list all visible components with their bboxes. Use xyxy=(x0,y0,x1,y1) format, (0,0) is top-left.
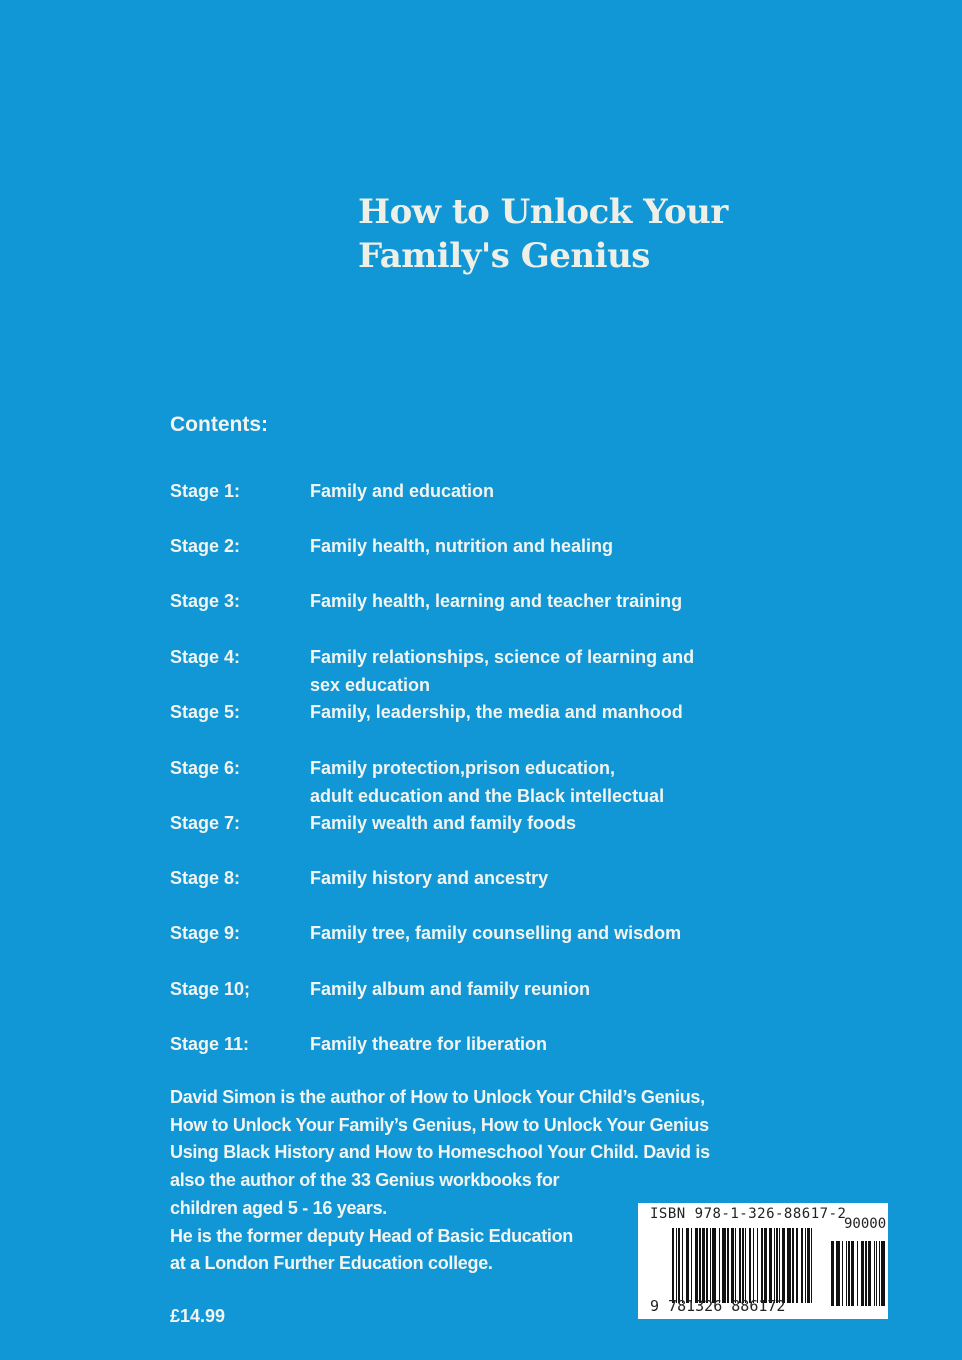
stage-description-line: Family wealth and family foods xyxy=(310,813,577,833)
barcode-bar xyxy=(749,1228,751,1303)
barcode-bar xyxy=(846,1241,847,1306)
barcode-bar xyxy=(782,1228,785,1303)
stage-label: Stage 6: xyxy=(170,758,241,778)
barcode-bar xyxy=(779,1228,780,1303)
barcode-bar xyxy=(787,1228,791,1303)
barcode-bar xyxy=(865,1241,867,1306)
barcode-bar xyxy=(753,1228,754,1303)
barcode-bar xyxy=(842,1241,843,1306)
stage-label: Stage 7: xyxy=(170,813,241,833)
barcode-bar xyxy=(745,1228,746,1303)
stage-label: Stage 10; xyxy=(170,979,251,999)
barcode-addon: 90000 xyxy=(844,1216,887,1232)
barcode-bar xyxy=(769,1228,772,1303)
barcode-bar xyxy=(699,1228,701,1303)
stage-description-line: adult education and the Black intellectual xyxy=(310,785,665,806)
stage-description-line: Family protection,prison education, xyxy=(310,758,616,778)
barcode-bar xyxy=(702,1228,705,1303)
stage-description xyxy=(310,588,682,616)
bio-line: children aged 5 - 16 years. xyxy=(170,1197,388,1218)
barcode-bar xyxy=(731,1228,734,1303)
bio-line: also the author of the 33 Genius workbooks for xyxy=(170,1170,560,1191)
stage-description-line: Family tree, family counselling and wisdom xyxy=(310,923,682,943)
barcode-bar xyxy=(672,1228,674,1303)
barcode-bar xyxy=(848,1241,850,1306)
stage-description-line: Family album and family reunion xyxy=(310,979,591,999)
barcode-bar xyxy=(776,1228,778,1303)
stage-label: Stage 1: xyxy=(170,481,241,501)
barcode-bar xyxy=(801,1228,803,1303)
stage-description xyxy=(310,755,664,810)
barcode-bar xyxy=(879,1241,880,1306)
stage-description xyxy=(310,644,694,699)
stage-description-line: Family health, nutrition and healing xyxy=(310,536,614,556)
barcode-bar xyxy=(876,1241,877,1306)
stage-label: Stage 11: xyxy=(170,1034,250,1054)
bio-line: at a London Further Education college. xyxy=(170,1253,493,1274)
barcode-bar xyxy=(678,1228,680,1303)
stage-label: Stage 9: xyxy=(170,923,241,943)
barcode-bar xyxy=(761,1228,763,1303)
author-bio xyxy=(170,1084,710,1278)
bio-line: He is the former deputy Head of Basic Education xyxy=(170,1225,573,1246)
barcode-bar xyxy=(719,1228,720,1303)
barcode-bar xyxy=(764,1228,767,1303)
title-line-1: How to Unlock Your xyxy=(358,192,728,232)
isbn-label: ISBN 978-1-326-88617-2 xyxy=(650,1206,847,1222)
barcode-bar xyxy=(742,1228,744,1303)
barcode-bar xyxy=(739,1228,741,1303)
barcode-bar xyxy=(805,1228,806,1303)
barcode-bar xyxy=(836,1241,840,1306)
barcode-bar xyxy=(686,1228,689,1303)
stage-label: Stage 3: xyxy=(170,591,241,611)
barcode-bar xyxy=(691,1228,692,1303)
stage-description-line: Family relationships, science of learning and xyxy=(310,647,695,667)
barcode-bar xyxy=(796,1228,798,1303)
contents-heading: Contents: xyxy=(170,413,268,436)
stage-description xyxy=(310,699,683,727)
stage-label: Stage 4: xyxy=(170,647,241,667)
barcode-bar xyxy=(811,1228,812,1303)
barcode-bar xyxy=(857,1241,858,1306)
bio-line: Using Black History and How to Homeschool Your Child. David is xyxy=(170,1142,710,1163)
stage-description-line: Family history and ancestry xyxy=(310,868,549,888)
barcode-bar xyxy=(851,1241,854,1306)
stage-description xyxy=(310,865,548,893)
isbn-barcode xyxy=(638,1203,888,1319)
stage-label: Stage 8: xyxy=(170,868,241,888)
barcode-digits: 9 781326 886172 xyxy=(650,1297,786,1315)
stage-label: Stage 5: xyxy=(170,702,241,722)
stage-description-line: Family theatre for liberation xyxy=(310,1034,548,1054)
barcode-bar xyxy=(881,1241,885,1306)
barcode-bar xyxy=(868,1241,871,1306)
barcode-bar xyxy=(722,1228,726,1303)
stage-description xyxy=(310,810,576,838)
stage-description-line: Family, leadership, the media and manhood xyxy=(310,702,683,722)
stage-description-line: sex education xyxy=(310,674,431,695)
stage-label: Stage 2: xyxy=(170,536,241,556)
barcode-bar xyxy=(727,1228,729,1303)
barcode-bar xyxy=(676,1228,677,1303)
barcode-bar xyxy=(757,1228,758,1303)
stage-description xyxy=(310,976,590,1004)
stage-description-line: Family and education xyxy=(310,481,495,501)
bio-line: David Simon is the author of How to Unlock Your Child’s Genius, xyxy=(170,1087,705,1107)
stage-description xyxy=(310,920,681,948)
barcode-bar xyxy=(807,1228,810,1303)
barcode-bar xyxy=(861,1241,864,1306)
barcode-bar xyxy=(874,1241,875,1306)
barcode-bar xyxy=(735,1228,736,1303)
barcode-bar xyxy=(831,1241,834,1306)
stage-description xyxy=(310,478,494,506)
barcode-bar xyxy=(792,1228,794,1303)
barcode-bar xyxy=(682,1228,683,1303)
bio-line: How to Unlock Your Family’s Genius, How to Unlock Your Genius xyxy=(170,1114,709,1135)
stage-description-line: Family health, learning and teacher training xyxy=(310,591,683,611)
stage-description xyxy=(310,533,613,561)
barcode-bar xyxy=(774,1228,775,1303)
price: £14.99 xyxy=(170,1306,226,1326)
barcode-bar xyxy=(706,1228,708,1303)
barcode-bar xyxy=(710,1228,711,1303)
barcode-bar xyxy=(712,1228,716,1303)
title-line-2: Family's Genius xyxy=(358,236,650,276)
stage-description xyxy=(310,1031,547,1059)
barcode-bar xyxy=(695,1228,698,1303)
book-title xyxy=(358,190,728,278)
